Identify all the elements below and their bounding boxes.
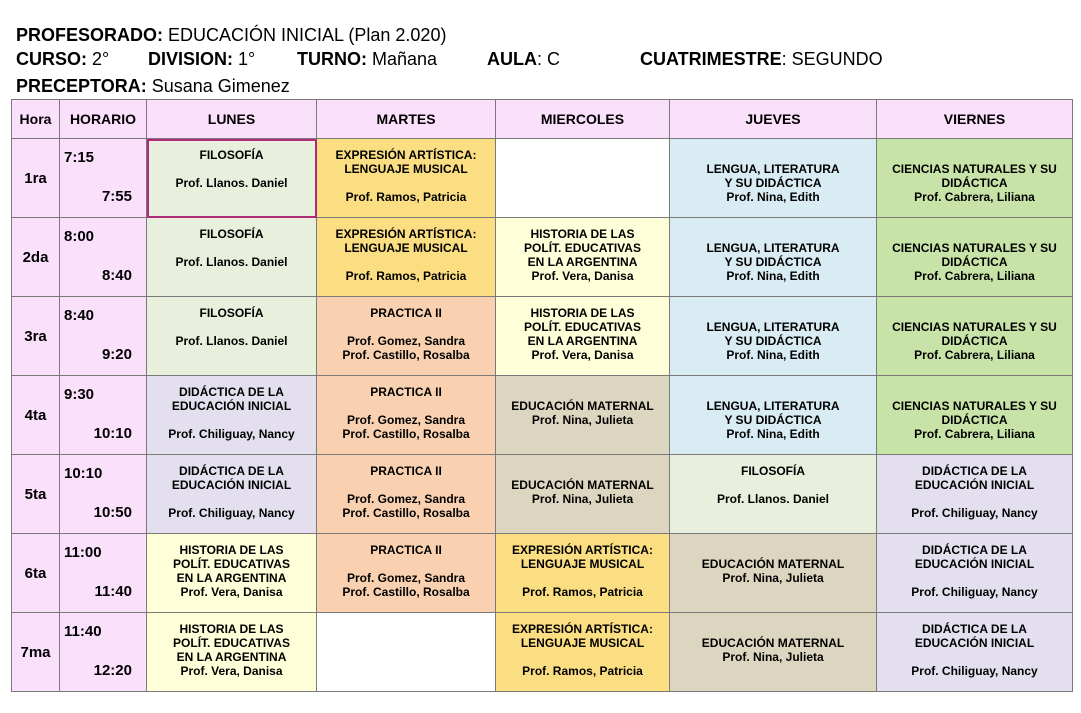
class-cell-miercoles[interactable] [496,376,670,455]
division-field [148,48,255,70]
line-spacer [877,385,1072,399]
time-start: 11:00 [64,544,102,561]
class-cell-viernes[interactable] [877,376,1073,455]
class-cell-miercoles[interactable] [496,455,670,534]
teacher-name: Prof. Cabrera, Liliana [914,269,1035,283]
subject-title-line2: DIDÁCTICA [941,255,1008,269]
teacher-name: Prof. Vera, Danisa [531,348,634,362]
class-cell-martes[interactable] [317,139,496,218]
subject-title-line2: Y SU DIDÁCTICA [724,413,822,427]
class-cell-martes[interactable] [317,297,496,376]
class-cell-lunes[interactable] [147,297,317,376]
teacher-name: Prof. Gomez, Sandra [346,334,466,348]
class-cell-viernes[interactable] [877,455,1073,534]
subject-title: EDUCACIÓN MATERNAL [511,478,654,492]
profesorado-label: PROFESORADO: [16,25,164,45]
class-cell-miercoles[interactable] [496,297,670,376]
subject-title: LENGUA, LITERATURA [706,241,840,255]
teacher-name-2: Prof. Castillo, Rosalba [342,348,470,362]
subject-title-line3: EN LA ARGENTINA [176,650,287,664]
cuatrimestre-label: CUATRIMESTRE [640,49,782,69]
aula-label: AULA [487,49,537,69]
teacher-name: Prof. Llanos. Daniel [716,492,830,506]
line-spacer [877,148,1072,162]
subject-title: EXPRESIÓN ARTÍSTICA: [335,148,477,162]
teacher-name-2: Prof. Castillo, Rosalba [342,427,470,441]
hora-cell[interactable]: 1ra [12,139,60,218]
horario-cell[interactable] [60,534,147,613]
teacher-name: Prof. Ramos, Patricia [522,664,643,678]
subject-title: FILOSOFÍA [741,464,805,478]
table-row [12,613,1073,692]
line-spacer [670,148,876,162]
line-spacer [670,306,876,320]
teacher-name: Prof. Gomez, Sandra [346,492,466,506]
hora-cell[interactable]: 3ra [12,297,60,376]
subject-title-line2: Y SU DIDÁCTICA [724,334,822,348]
time-end: 9:20 [101,346,132,363]
cuatrimestre-field [640,48,883,70]
subject-title: EDUCACIÓN MATERNAL [701,636,845,650]
subject-title: PRACTICA II [370,385,442,399]
subject-title: CIENCIAS NATURALES Y SU [892,241,1057,255]
time-start: 10:10 [64,465,103,482]
hora-cell[interactable]: 5ta [12,455,60,534]
schedule-table [11,99,1073,692]
class-cell-lunes[interactable] [147,455,317,534]
col-header-viernes[interactable]: VIERNES [877,100,1073,139]
horario-cell[interactable] [60,376,147,455]
subject-title: FILOSOFÍA [199,306,264,320]
class-cell-viernes[interactable] [877,613,1073,692]
col-header-miercoles[interactable]: MIERCOLES [496,100,670,139]
table-row [12,455,1073,534]
class-cell-jueves[interactable] [670,534,877,613]
teacher-name: Prof. Nina, Edith [726,348,820,362]
time-start: 8:40 [64,307,95,324]
subject-title: LENGUA, LITERATURA [706,162,840,176]
col-header-hora[interactable]: Hora [12,100,60,139]
subject-title: HISTORIA DE LAS [530,227,635,241]
subject-title-line2: LENGUAJE MUSICAL [344,162,468,176]
table-row [12,376,1073,455]
subject-title-line2: DIDÁCTICA [941,176,1008,190]
line-spacer [670,622,876,636]
time-end: 11:40 [94,583,132,600]
division-label: DIVISION: [148,49,234,69]
line-spacer [670,385,876,399]
class-cell-martes[interactable] [317,534,496,613]
horario-cell[interactable] [60,613,147,692]
subject-title-line2: LENGUAJE MUSICAL [344,241,468,255]
class-cell-martes[interactable] [317,376,496,455]
subject-title-line2: EDUCACIÓN INICIAL [171,399,292,413]
table-row [12,534,1073,613]
class-cell-jueves[interactable] [670,376,877,455]
subject-title: CIENCIAS NATURALES Y SU [892,320,1057,334]
line-spacer [496,571,669,585]
time-start: 11:40 [64,623,102,640]
teacher-name: Prof. Llanos. Daniel [175,176,288,190]
teacher-name: Prof. Chiliguay, Nancy [911,585,1038,599]
subject-title-line2: EDUCACIÓN INICIAL [171,478,292,492]
teacher-name: Prof. Nina, Edith [726,269,820,283]
horario-cell[interactable] [60,297,147,376]
teacher-name: Prof. Nina, Julieta [531,492,634,506]
subject-title: PRACTICA II [370,306,442,320]
class-cell-miercoles[interactable] [496,139,670,218]
teacher-name: Prof. Nina, Julieta [531,413,634,427]
subject-title: PRACTICA II [370,464,442,478]
turno-field [297,48,437,70]
curso-label: CURSO: [16,49,87,69]
class-cell-jueves[interactable] [670,613,877,692]
line-spacer [147,320,316,334]
teacher-name: Prof. Nina, Edith [726,427,820,441]
curso-field [16,48,109,70]
aula-value: : C [537,49,561,69]
curso-value: 2° [92,49,110,69]
teacher-name: Prof. Cabrera, Liliana [914,190,1035,204]
line-spacer [147,241,316,255]
subject-title: HISTORIA DE LAS [179,543,284,557]
teacher-name: Prof. Llanos. Daniel [175,255,288,269]
time-end: 10:50 [93,504,132,521]
teacher-name: Prof. Cabrera, Liliana [914,348,1035,362]
time-start: 8:00 [64,228,95,245]
line-spacer [147,492,316,506]
subject-title-line3: EN LA ARGENTINA [176,571,287,585]
subject-title-line2: LENGUAJE MUSICAL [520,557,645,571]
subject-title-line2: Y SU DIDÁCTICA [724,255,822,269]
subject-title-line2: EDUCACIÓN INICIAL [914,557,1035,571]
class-cell-viernes[interactable] [877,534,1073,613]
teacher-name: Prof. Nina, Edith [726,190,820,204]
line-spacer [877,227,1072,241]
preceptora-line [16,75,290,97]
subject-title-line2: DIDÁCTICA [941,334,1008,348]
teacher-name: Prof. Nina, Julieta [722,571,824,585]
time-start: 9:30 [64,386,95,403]
line-spacer [877,492,1072,506]
class-cell-miercoles[interactable] [496,534,670,613]
subject-title: HISTORIA DE LAS [530,306,635,320]
subject-title-line2: DIDÁCTICA [941,413,1008,427]
hora-cell[interactable]: 7ma [12,613,60,692]
time-end: 12:20 [93,662,132,679]
teacher-name: Prof. Cabrera, Liliana [914,427,1035,441]
line-spacer [147,413,316,427]
class-cell-jueves[interactable] [670,455,877,534]
teacher-name-2: Prof. Castillo, Rosalba [342,585,470,599]
subject-title: EDUCACIÓN MATERNAL [701,557,845,571]
subject-title: FILOSOFÍA [199,148,264,162]
class-cell-miercoles[interactable] [496,613,670,692]
subject-title: EXPRESIÓN ARTÍSTICA: [512,543,653,557]
horario-cell[interactable] [60,455,147,534]
preceptora-label: PRECEPTORA: [16,76,147,96]
line-spacer [317,478,495,492]
header-row [12,100,1073,139]
subject-title: LENGUA, LITERATURA [706,320,840,334]
line-spacer [670,478,876,492]
turno-label: TURNO: [297,49,367,69]
subject-title: DIDÁCTICA DE LA [179,464,284,478]
aula-field [487,48,560,70]
subject-title: HISTORIA DE LAS [179,622,284,636]
subject-title: CIENCIAS NATURALES Y SU [892,162,1057,176]
profesorado-value: EDUCACIÓN INICIAL (Plan 2.020) [168,25,447,45]
horario-cell[interactable] [60,218,147,297]
turno-value: Mañana [372,49,438,69]
line-spacer [496,650,669,664]
class-cell-viernes[interactable] [877,218,1073,297]
subject-title: EXPRESIÓN ARTÍSTICA: [512,622,653,636]
profesorado-line [16,24,446,46]
line-spacer [877,571,1072,585]
line-spacer [670,227,876,241]
teacher-name: Prof. Chiliguay, Nancy [168,427,295,441]
subject-title: CIENCIAS NATURALES Y SU [892,399,1057,413]
subject-title: DIDÁCTICA DE LA [922,464,1027,478]
time-end: 8:40 [101,267,132,284]
subject-title-line3: EN LA ARGENTINA [527,255,638,269]
subject-title-line2: POLÍT. EDUCATIVAS [173,636,290,650]
teacher-name: Prof. Ramos, Patricia [522,585,643,599]
class-cell-viernes[interactable] [877,139,1073,218]
subject-title: EXPRESIÓN ARTÍSTICA: [335,227,477,241]
class-cell-jueves[interactable] [670,297,877,376]
curso-line [16,48,1016,70]
subject-title: PRACTICA II [370,543,442,557]
subject-title-line2: EDUCACIÓN INICIAL [914,478,1035,492]
teacher-name: Prof. Llanos. Daniel [175,334,288,348]
line-spacer [877,306,1072,320]
table-row [12,297,1073,376]
line-spacer [496,385,669,399]
class-cell-martes[interactable] [317,455,496,534]
teacher-name: Prof. Chiliguay, Nancy [911,664,1038,678]
subject-title-line2: Y SU DIDÁCTICA [724,176,822,190]
horario-cell[interactable] [60,139,147,218]
subject-title: FILOSOFÍA [199,227,264,241]
subject-title-line2: POLÍT. EDUCATIVAS [524,241,641,255]
subject-title: LENGUA, LITERATURA [706,399,840,413]
subject-title-line2: LENGUAJE MUSICAL [520,636,645,650]
teacher-name: Prof. Ramos, Patricia [345,269,467,283]
hora-cell[interactable]: 4ta [12,376,60,455]
col-header-lunes[interactable]: LUNES [147,100,317,139]
teacher-name: Prof. Chiliguay, Nancy [168,506,295,520]
time-start: 7:15 [64,149,95,166]
teacher-name: Prof. Vera, Danisa [180,664,283,678]
teacher-name: Prof. Nina, Julieta [722,650,824,664]
col-header-martes[interactable]: MARTES [317,100,496,139]
division-value: 1° [238,49,256,69]
col-header-horario[interactable]: HORARIO [60,100,147,139]
col-header-jueves[interactable]: JUEVES [670,100,877,139]
subject-title-line2: POLÍT. EDUCATIVAS [173,557,290,571]
class-cell-lunes[interactable] [147,613,317,692]
time-end: 10:10 [93,425,132,442]
class-cell-martes[interactable] [317,613,496,692]
class-cell-martes[interactable] [317,218,496,297]
subject-title-line3: EN LA ARGENTINA [527,334,638,348]
teacher-name: Prof. Vera, Danisa [531,269,634,283]
subject-title-line2: EDUCACIÓN INICIAL [914,636,1035,650]
subject-title-line2: POLÍT. EDUCATIVAS [524,320,641,334]
subject-title: DIDÁCTICA DE LA [922,622,1027,636]
time-end: 7:55 [101,188,132,205]
class-cell-viernes[interactable] [877,297,1073,376]
teacher-name-2: Prof. Castillo, Rosalba [342,506,470,520]
class-cell-lunes[interactable] [147,218,317,297]
preceptora-value: Susana Gimenez [151,76,290,96]
teacher-name: Prof. Vera, Danisa [180,585,283,599]
table-row [12,218,1073,297]
class-cell-lunes[interactable] [147,139,317,218]
teacher-name: Prof. Gomez, Sandra [346,571,466,585]
hora-cell[interactable]: 6ta [12,534,60,613]
line-spacer [147,162,316,176]
line-spacer [496,464,669,478]
class-cell-lunes[interactable] [147,534,317,613]
subject-title: DIDÁCTICA DE LA [922,543,1027,557]
line-spacer [670,543,876,557]
line-spacer [317,255,495,269]
line-spacer [317,399,495,413]
teacher-name: Prof. Chiliguay, Nancy [911,506,1038,520]
line-spacer [877,650,1072,664]
class-cell-jueves[interactable] [670,139,877,218]
line-spacer [317,557,495,571]
line-spacer [317,320,495,334]
class-cell-miercoles[interactable] [496,218,670,297]
teacher-name: Prof. Ramos, Patricia [345,190,467,204]
cuatrimestre-value: : SEGUNDO [781,49,883,69]
teacher-name: Prof. Gomez, Sandra [346,413,466,427]
subject-title: DIDÁCTICA DE LA [179,385,284,399]
subject-title: EDUCACIÓN MATERNAL [511,399,654,413]
line-spacer [317,176,495,190]
table-row [12,139,1073,218]
hora-cell[interactable]: 2da [12,218,60,297]
class-cell-jueves[interactable] [670,218,877,297]
class-cell-lunes[interactable] [147,376,317,455]
